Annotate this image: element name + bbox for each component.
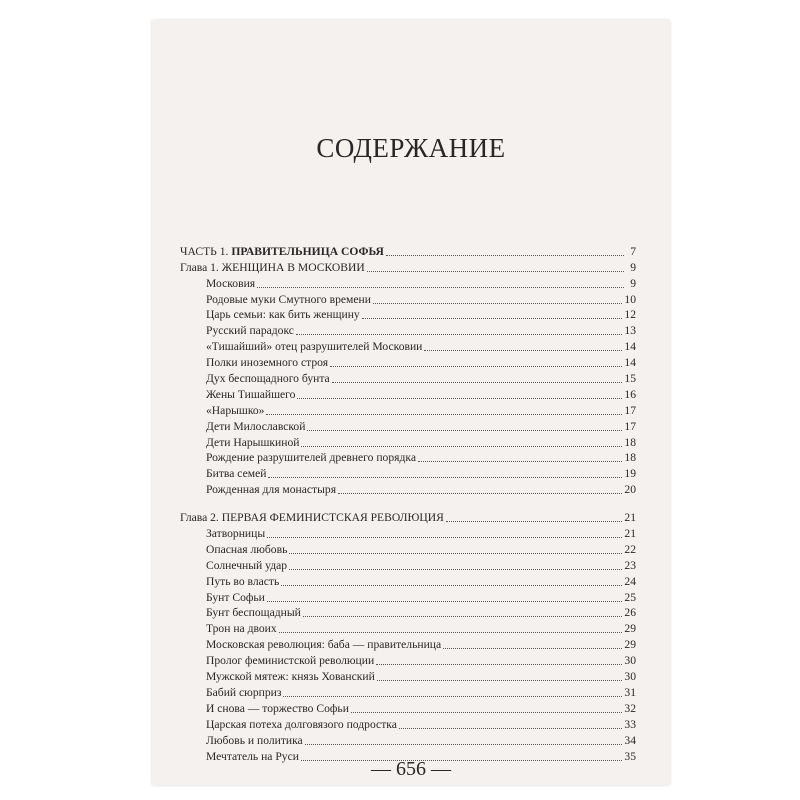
toc-page-number: 26 (624, 606, 636, 620)
dot-leader (257, 286, 624, 288)
toc-entry (180, 401, 636, 417)
toc-entry (180, 369, 636, 385)
dot-leader (373, 302, 623, 304)
dot-leader (362, 317, 623, 319)
toc-page-number: 34 (624, 733, 636, 747)
dot-leader (303, 615, 623, 617)
dot-leader (296, 333, 622, 335)
dot-leader (281, 584, 622, 586)
toc-entry-label: Рождение разрушителей древнего порядка (206, 451, 416, 465)
toc-entry-label: Дети Нарышкиной (206, 435, 300, 449)
dot-leader (301, 445, 622, 447)
toc-entry (180, 715, 636, 731)
toc-chapter-entry (180, 508, 636, 524)
toc-entry-label: Жены Тишайшего (206, 387, 296, 401)
toc-page-number: 14 (624, 340, 636, 354)
chapter-1-entries (180, 274, 636, 496)
toc-entry-label: Бабий сюрприз (206, 685, 282, 699)
toc-page-number: 30 (624, 670, 636, 684)
chapter-2-entries (180, 524, 636, 762)
toc-page-number: 31 (624, 685, 636, 699)
toc-entry-label: Полки иноземного строя (206, 356, 329, 370)
toc-entry-label: Московия (206, 276, 256, 290)
toc-entry-label: Пролог феминистской революции (206, 654, 375, 668)
toc-entry-label: Опасная любовь (206, 542, 288, 556)
toc-entry (180, 619, 636, 635)
dot-leader (332, 381, 623, 383)
toc-part-label (180, 245, 386, 258)
toc-page-number: 17 (624, 403, 636, 417)
toc-chapter-entry (180, 258, 636, 274)
dot-leader (266, 413, 622, 415)
toc-page-number: 9 (624, 261, 636, 274)
toc-entry (180, 321, 636, 337)
toc-entry (180, 635, 636, 651)
dot-leader (367, 270, 624, 272)
toc-page-number: 9 (624, 277, 636, 290)
dot-leader (267, 536, 622, 538)
toc-part-name: ПРАВИТЕЛЬНИЦА СОФЬЯ (231, 244, 384, 258)
dot-leader (443, 647, 622, 649)
toc-entry (180, 604, 636, 620)
toc-entry-label: «Нарышко» (206, 403, 265, 417)
toc-entry-label: Царь семьи: как бить женщину (206, 308, 360, 322)
toc-entry (180, 699, 636, 715)
toc-page-number: 19 (624, 467, 636, 481)
toc-entry-label: Рожденная для монастыря (206, 483, 337, 497)
dot-leader (268, 476, 622, 478)
dot-leader (376, 663, 622, 665)
dot-leader (386, 254, 624, 256)
toc-part-entry (180, 242, 636, 258)
dot-leader (289, 568, 622, 570)
toc-page-number: 25 (624, 590, 636, 604)
toc-page-number: 15 (624, 372, 636, 386)
dot-leader (399, 727, 623, 729)
toc-chapter-label: Глава 2. ПЕРВАЯ ФЕМИНИСТСКАЯ РЕВОЛЮЦИЯ (180, 511, 444, 525)
toc-entry-label: И снова — торжество Софьи (206, 701, 349, 715)
toc-part-prefix: ЧАСТЬ 1. (180, 244, 229, 258)
toc-page-number: 21 (624, 527, 636, 541)
toc-entry (180, 651, 636, 667)
toc-entry (180, 540, 636, 556)
toc-entry (180, 306, 636, 322)
toc-page-number: 10 (624, 292, 636, 306)
dot-leader (418, 460, 622, 462)
dot-leader (351, 711, 622, 713)
toc-page-number: 32 (624, 701, 636, 715)
toc-entry-label: Московская революция: баба — правительница (206, 638, 442, 652)
toc-entry-label: Дети Милославской (206, 419, 306, 433)
toc-page-number: 24 (624, 574, 636, 588)
toc-entry (180, 683, 636, 699)
toc-page-number: 30 (624, 654, 636, 668)
toc-page-number: 12 (624, 308, 636, 322)
dot-leader (283, 695, 622, 697)
toc-entry (180, 337, 636, 353)
toc-entry (180, 353, 636, 369)
toc-entry-label: Путь во власть (206, 574, 280, 588)
dot-leader (279, 631, 623, 633)
toc-page-number: 14 (624, 356, 636, 370)
toc-entry (180, 433, 636, 449)
page-title: СОДЕРЖАНИЕ (316, 133, 506, 163)
toc-page-number: 17 (624, 419, 636, 433)
toc-page-number: 16 (624, 387, 636, 401)
toc-entry-label: «Тишайший» отец разрушителей Московии (206, 340, 423, 354)
toc-entry (180, 588, 636, 604)
toc-entry (180, 667, 636, 683)
toc-page-number: 13 (624, 324, 636, 338)
toc-page-number: 22 (624, 542, 636, 556)
toc-entry (180, 464, 636, 480)
toc-entry-label: Русский парадокс (206, 324, 294, 338)
dot-leader (267, 600, 623, 602)
dot-leader (297, 397, 622, 399)
dot-leader (424, 349, 622, 351)
book-page (152, 20, 670, 785)
toc-page-number: 7 (624, 245, 636, 258)
toc-entry (180, 731, 636, 747)
toc-entry-label: Бунт Софьи (206, 590, 265, 604)
toc-page-number: 18 (624, 435, 636, 449)
toc-page-number: 29 (624, 622, 636, 636)
dot-leader (330, 365, 622, 367)
toc-entry-label: Трон на двоих (206, 622, 277, 636)
toc-page-number: 18 (624, 451, 636, 465)
toc-page-number: 20 (624, 483, 636, 497)
toc-entry-label: Любовь и политика (206, 733, 303, 747)
page-folio: — 656 — (371, 758, 451, 780)
dot-leader (305, 743, 623, 745)
toc-entry (180, 556, 636, 572)
toc-entry-label: Мужской мятеж: князь Хованский (206, 670, 375, 684)
toc-entry (180, 449, 636, 465)
toc-page-number: 29 (624, 638, 636, 652)
toc-entry (180, 524, 636, 540)
toc-entry (180, 417, 636, 433)
toc-entry-label: Царская потеха долговязого подростка (206, 717, 397, 731)
toc-entry (180, 480, 636, 496)
toc-entry-label: Дух беспощадного бунта (206, 372, 330, 386)
dot-leader (307, 429, 622, 431)
dot-leader (446, 520, 623, 522)
toc-entry (180, 290, 636, 306)
toc-entry (180, 572, 636, 588)
toc-entry-label: Затворницы (206, 527, 266, 541)
toc-entry-label: Битва семей (206, 467, 267, 481)
dot-leader (338, 492, 622, 494)
toc-entry-label: Родовые муки Смутного времени (206, 292, 371, 306)
toc-page-number: 23 (624, 558, 636, 572)
toc-chapter-label: Глава 1. ЖЕНЩИНА В МОСКОВИИ (180, 260, 365, 274)
table-of-contents (180, 242, 636, 763)
section-gap (180, 496, 636, 508)
dot-leader (289, 552, 622, 554)
toc-entry (180, 385, 636, 401)
toc-entry (180, 274, 636, 290)
toc-page-number: 35 (624, 749, 636, 763)
dot-leader (377, 679, 623, 681)
toc-page-number: 21 (624, 511, 636, 525)
toc-entry-label: Мечтатель на Руси (206, 749, 299, 763)
toc-entry-label: Солнечный удар (206, 558, 288, 572)
toc-page-number: 33 (624, 717, 636, 731)
toc-entry-label: Бунт беспощадный (206, 606, 301, 620)
